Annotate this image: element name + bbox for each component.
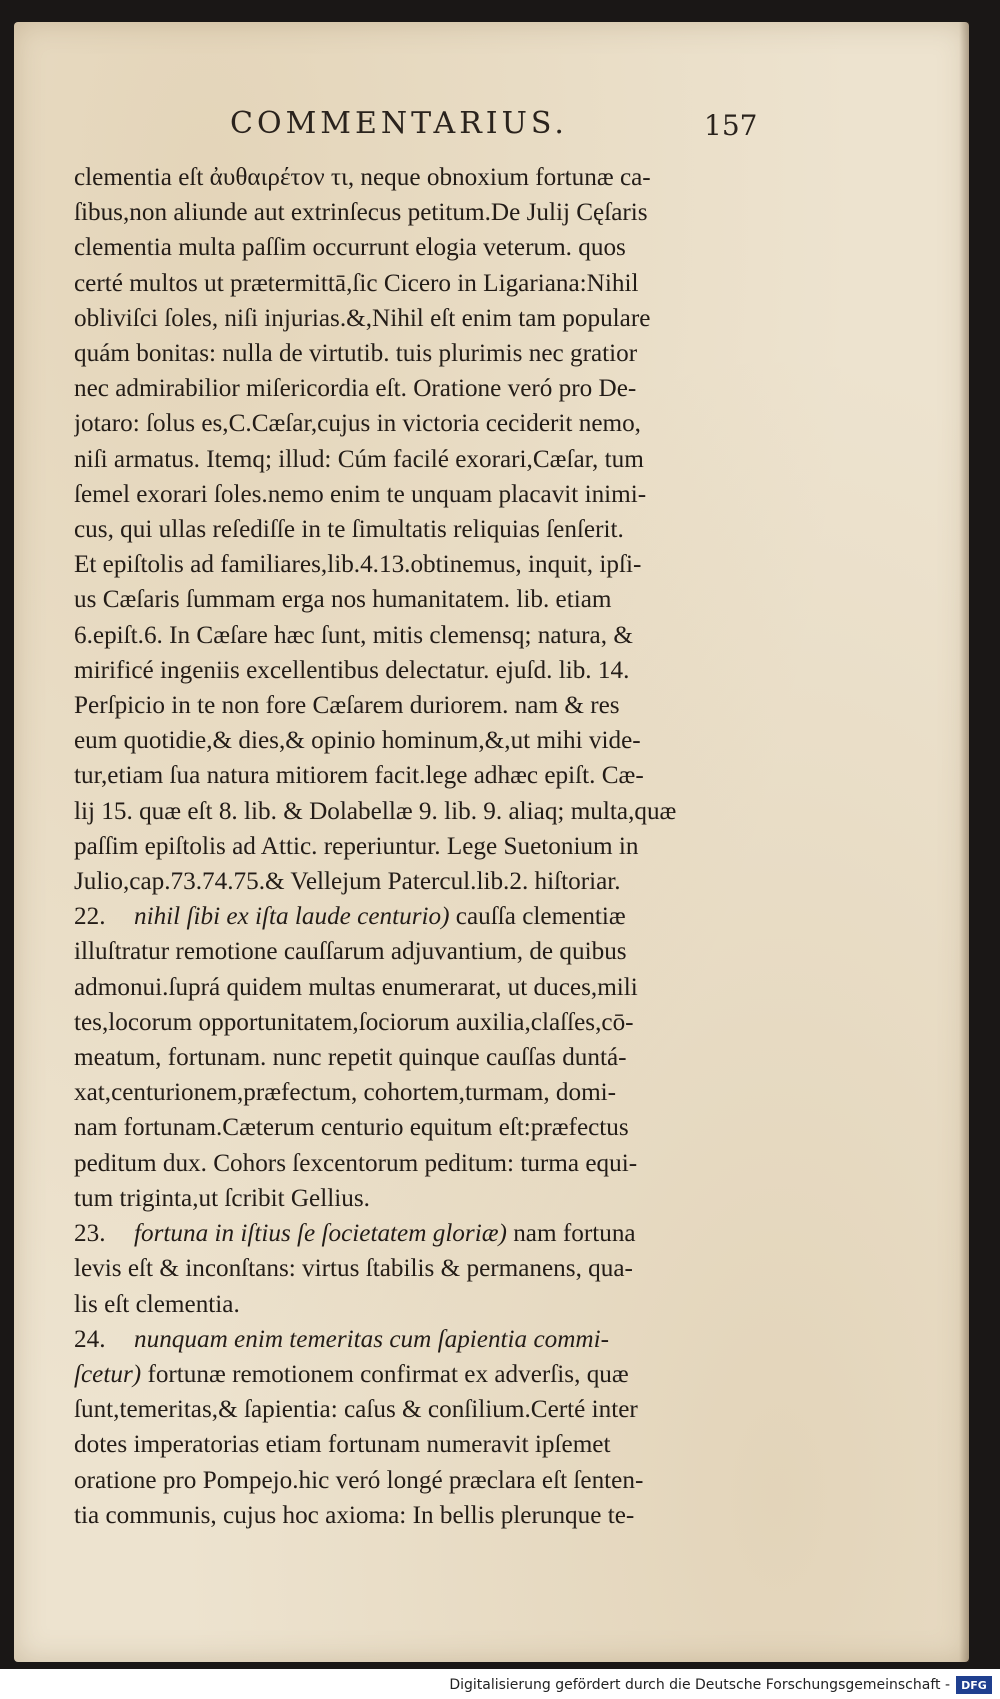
line-text: Perſpicio in te non fore Cæſarem duriorem. nam & res: [74, 692, 620, 720]
line-text: admonui.ſuprá quidem multas enumerarat, ut duces,mili: [74, 973, 638, 1001]
line-text: mirificé ingeniis excellentibus delectatur. ejuſd. lib. 14.: [74, 656, 630, 684]
line-text: clementia multa paſſim occurrunt elogia veterum. quos: [74, 234, 626, 262]
line-text: cauſſa clementiæ: [449, 903, 626, 931]
line-text: eum quotidie,& dies,& opinio hominum,&,ut mihi vide-: [74, 727, 641, 755]
text-line: [74, 1110, 746, 1145]
line-text: clementia eſt ἀυθαιρέτον τι, neque obnoxium fortunæ ca-: [74, 164, 651, 191]
text-line: [74, 230, 746, 265]
lemma: nihil ſibi ex iſta laude centurio): [134, 903, 450, 931]
line-text: certé multos ut prætermittā,ſic Cicero in Ligariana:Nihil: [74, 269, 639, 297]
line-text: ſemel exorari ſoles.nemo enim te unquam placavit inimi-: [74, 480, 647, 508]
line-text: paſſim epiſtolis ad Attic. reperiuntur. Lege Suetonium in: [74, 832, 639, 860]
line-text: tum triginta,ut ſcribit Gellius.: [74, 1184, 370, 1212]
text-line: [74, 512, 746, 547]
text-line: [74, 723, 746, 758]
line-text: tur,etiam ſua natura mitiorem facit.lege adhæc epiſt. Cæ-: [74, 762, 644, 790]
text-line: [74, 442, 746, 477]
text-line: [74, 1216, 746, 1251]
text-line: [74, 864, 746, 899]
text-line: [74, 899, 746, 934]
dfg-logo: DFG: [956, 1676, 992, 1694]
line-text: lij 15. quæ eſt 8. lib. & Dolabellæ 9. lib. 9. aliaq; multa,quæ: [74, 797, 677, 825]
line-text: nec admirabilior miſericordia eſt. Oratione veró pro De-: [74, 375, 637, 403]
text-line: [74, 1040, 746, 1075]
text-line: [74, 1463, 746, 1498]
page-edge-shadow: [959, 22, 969, 1662]
text-line: [74, 653, 746, 688]
text-line: [74, 477, 746, 512]
line-text: obliviſci ſoles, niſi injurias.&,Nihil eſt enim tam populare: [74, 304, 651, 332]
text-line: [74, 1392, 746, 1427]
text-line: [74, 1075, 746, 1110]
text-line: [74, 1005, 746, 1040]
note-number: 22.: [74, 903, 106, 931]
line-text: lis eſt clementia.: [74, 1290, 240, 1318]
text-line: [74, 934, 746, 969]
body-text: [74, 160, 746, 1533]
line-text: Julio,cap.73.74.75.& Vellejum Patercul.lib.2. hiſtoriar.: [74, 868, 621, 896]
line-text: nam fortuna: [506, 1220, 636, 1248]
text-line: [74, 1146, 746, 1181]
line-text: niſi armatus. Itemq; illud: Cúm facilé exorari,Cæſar, tum: [74, 445, 644, 473]
line-text: ſunt,temeritas,& ſapientia: caſus & conſilium.Certé inter: [74, 1396, 638, 1424]
text-line: [74, 1498, 746, 1533]
text-line: [74, 266, 746, 301]
text-line: [74, 1251, 746, 1286]
note-number: 23.: [74, 1220, 106, 1248]
text-line: [74, 371, 746, 406]
line-text: jotaro: ſolus es,C.Cæſar,cujus in victoria ceciderit nemo,: [74, 410, 641, 438]
text-line: [74, 1287, 746, 1322]
text-line: [74, 160, 746, 195]
text-line: [74, 301, 746, 336]
line-text: dotes imperatorias etiam fortunam numeravit ipſemet: [74, 1431, 611, 1459]
funding-credit: Digitalisierung gefördert durch die Deutsche Forschungsgemeinschaft -: [449, 1677, 950, 1693]
text-line: [74, 829, 746, 864]
text-line: [74, 195, 746, 230]
text-line: [74, 758, 746, 793]
text-line: [74, 547, 746, 582]
line-text: tia communis, cujus hoc axioma: In bellis plerunque te-: [74, 1501, 635, 1529]
text-line: [74, 582, 746, 617]
text-line: [74, 1357, 746, 1392]
text-line: [74, 1181, 746, 1216]
line-text: tes,locorum opportunitatem,ſociorum auxilia,claſſes,cō-: [74, 1008, 634, 1036]
line-text: oratione pro Pompejo.hic veró longé præclara eſt ſenten-: [74, 1466, 644, 1494]
note-number: 24.: [74, 1325, 106, 1353]
line-text: ſibus,non aliunde aut extrinſecus petitum.De Julij Cęſaris: [74, 199, 648, 227]
text-line: [74, 1427, 746, 1462]
text-line: [74, 688, 746, 723]
text-line: [74, 1322, 746, 1357]
line-text: meatum, fortunam. nunc repetit quinque cauſſas duntá-: [74, 1044, 627, 1072]
running-head: COMMENTARIUS.: [230, 106, 568, 141]
text-line: [74, 618, 746, 653]
page-number: 157: [704, 109, 758, 142]
text-line: [74, 794, 746, 829]
lemma: ſcetur): [74, 1360, 142, 1388]
book-page: [14, 22, 969, 1662]
text-line: [74, 336, 746, 371]
line-text: us Cæſaris ſummam erga nos humanitatem. lib. etiam: [74, 586, 612, 614]
line-text: cus, qui ullas reſediſſe in te ſimultatis reliquias ſenſerit.: [74, 516, 624, 544]
footer-bar: [0, 1669, 1000, 1699]
line-text: 6.epiſt.6. In Cæſare hæc ſunt, mitis clemensq; natura, &: [74, 621, 633, 649]
line-text: fortunæ remotionem confirmat ex adverſis, quæ: [141, 1360, 629, 1388]
line-text: illuſtratur remotione cauſſarum adjuvantium, de quibus: [74, 938, 627, 966]
line-text: levis eſt & inconſtans: virtus ſtabilis & permanens, qua-: [74, 1255, 633, 1283]
text-line: [74, 970, 746, 1005]
line-text: xat,centurionem,præfectum, cohortem,turmam, domi-: [74, 1079, 617, 1107]
line-text: nam fortunam.Cæterum centurio equitum eſt:præfectus: [74, 1114, 629, 1142]
line-text: quám bonitas: nulla de virtutib. tuis plurimis nec gratior: [74, 340, 638, 368]
lemma: fortuna in iſtius ſe ſocietatem gloriæ): [134, 1220, 507, 1248]
line-text: peditum dux. Cohors ſexcentorum peditum: turma equi-: [74, 1149, 638, 1177]
lemma: nunquam enim temeritas cum ſapientia commi-: [134, 1325, 609, 1353]
line-text: Et epiſtolis ad familiares,lib.4.13.obtinemus, inquit, ipſi-: [74, 551, 642, 579]
text-line: [74, 406, 746, 441]
